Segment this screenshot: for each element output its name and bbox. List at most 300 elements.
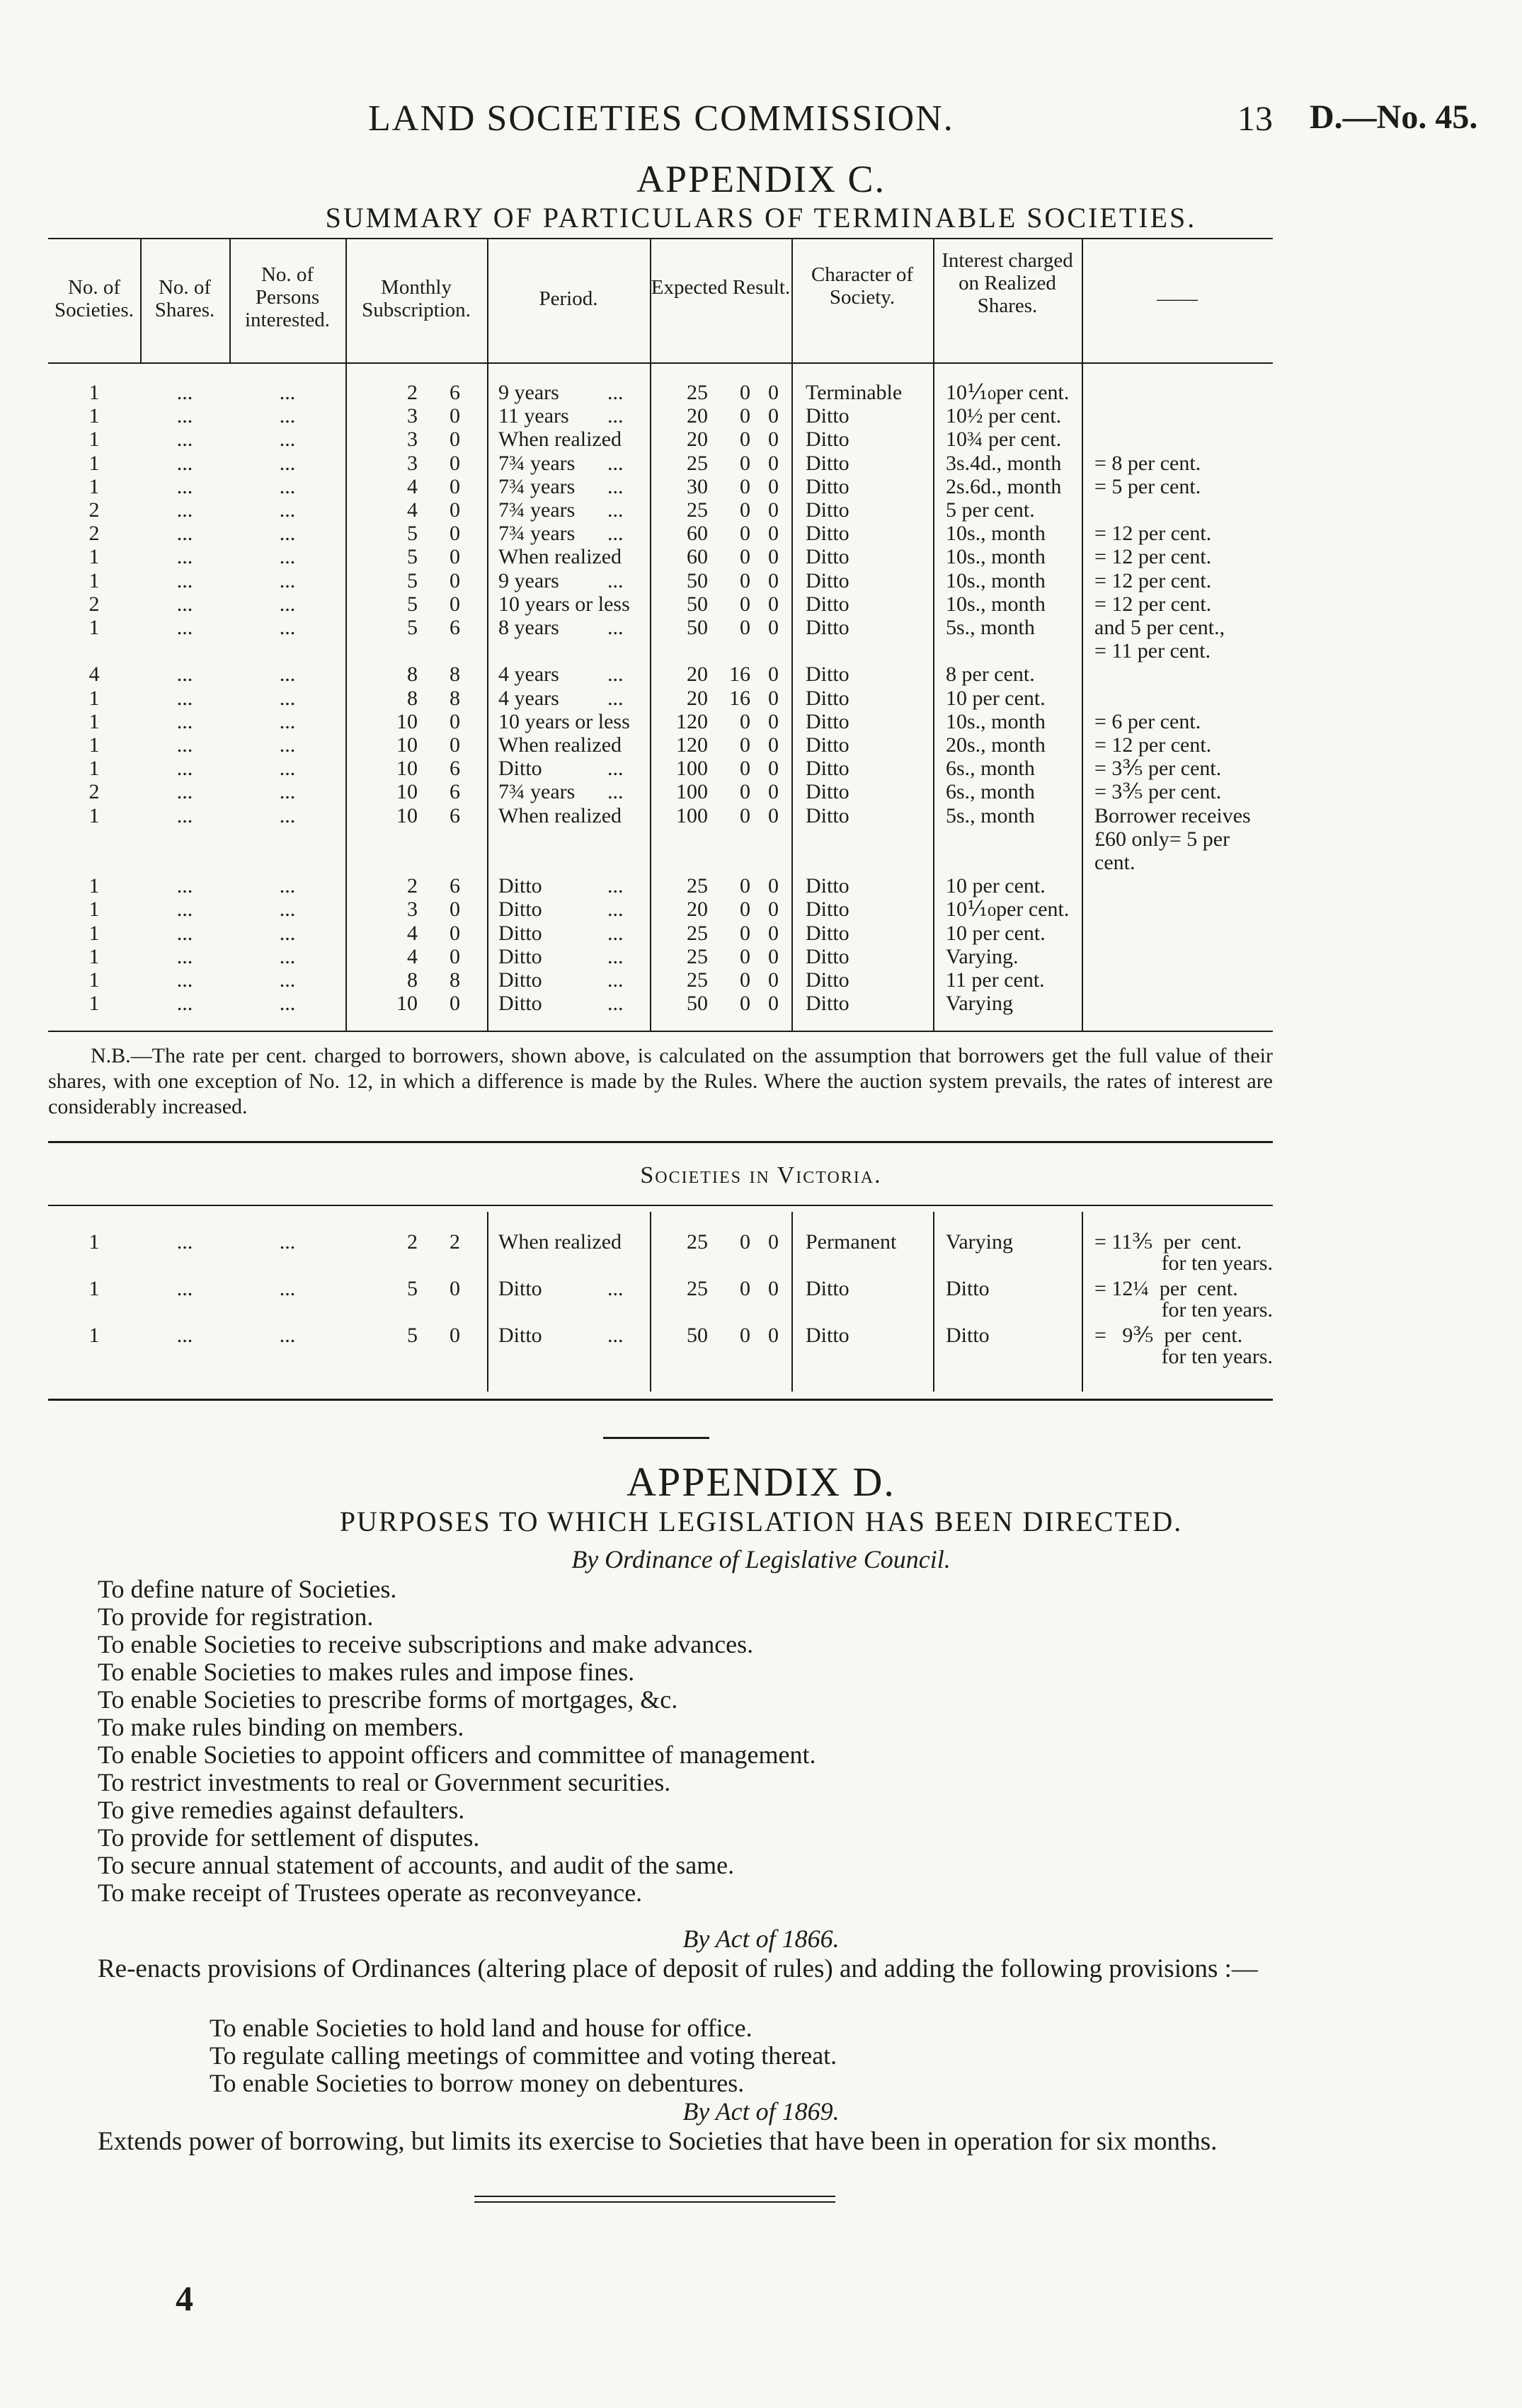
column-header: No. of Societies. <box>55 276 134 321</box>
societies-count: 4 <box>88 663 100 686</box>
character-value: Ditto <box>806 663 849 686</box>
subscription-pence: 0 <box>450 545 460 568</box>
list-item: To provide for settlement of disputes. <box>98 1823 480 1852</box>
persons-value: ... <box>279 733 296 757</box>
shares-value: ... <box>176 569 193 592</box>
interest-value: 2s.6d., month <box>946 475 1062 498</box>
period-value: Ditto <box>498 1324 542 1347</box>
appendix-c-title: APPENDIX C. <box>636 158 886 200</box>
result-shillings: 0 <box>740 733 750 757</box>
result-shillings: 0 <box>740 545 750 568</box>
subscription-pence: 0 <box>450 922 460 945</box>
result-pounds: 25 <box>687 452 708 475</box>
period-dots: ... <box>607 404 624 428</box>
result-pounds: 25 <box>687 874 708 898</box>
col-divider <box>791 1212 793 1392</box>
subscription-pence: 0 <box>450 992 460 1015</box>
victoria-bottom-rule <box>48 1399 1273 1401</box>
character-value: Ditto <box>806 945 849 968</box>
result-pence: 0 <box>768 992 779 1015</box>
shares-value: ... <box>176 687 193 710</box>
societies-count: 2 <box>88 592 100 616</box>
subscription-shillings: 5 <box>407 1324 418 1347</box>
interest-value: 8 per cent. <box>946 663 1035 686</box>
interest-value: 11 per cent. <box>946 968 1045 992</box>
result-pence: 0 <box>768 733 779 757</box>
shares-value: ... <box>176 945 193 968</box>
remark-value-continued: for ten years. <box>1161 1298 1273 1321</box>
remark-value-continued: for ten years. <box>1161 1345 1273 1368</box>
period-dots: ... <box>607 780 624 803</box>
result-pence: 0 <box>768 1230 779 1254</box>
col-divider <box>791 239 793 1031</box>
result-shillings: 0 <box>740 428 750 451</box>
societies-count: 1 <box>88 1277 100 1300</box>
subscription-pence: 6 <box>450 874 460 898</box>
shares-value: ... <box>176 428 193 451</box>
period-dots: ... <box>607 616 624 639</box>
result-shillings: 0 <box>740 992 750 1015</box>
period-value: 10 years or less <box>498 592 630 616</box>
period-value: 8 years <box>498 616 559 639</box>
persons-value: ... <box>279 780 296 803</box>
societies-count: 1 <box>88 922 100 945</box>
subscription-shillings: 5 <box>407 616 418 639</box>
list-item: To provide for registration. <box>98 1603 374 1631</box>
remark-value: = 9⅗ per cent. <box>1094 1324 1243 1347</box>
period-value: 7¾ years <box>498 498 576 522</box>
societies-count: 1 <box>88 945 100 968</box>
persons-value: ... <box>279 498 296 522</box>
result-shillings: 0 <box>740 616 750 639</box>
act-1866-heading: By Act of 1866. <box>682 1925 840 1953</box>
period-dots: ... <box>607 452 624 475</box>
character-value: Ditto <box>806 522 849 545</box>
subscription-shillings: 5 <box>407 1277 418 1300</box>
period-value: When realized <box>498 804 622 827</box>
subscription-shillings: 3 <box>407 428 418 451</box>
persons-value: ... <box>279 898 296 921</box>
interest-value: 10s., month <box>946 545 1046 568</box>
societies-count: 2 <box>88 780 100 803</box>
character-value: Ditto <box>806 475 849 498</box>
subscription-shillings: 8 <box>407 968 418 992</box>
subscription-pence: 8 <box>450 687 460 710</box>
result-pence: 0 <box>768 804 779 827</box>
list-item: To enable Societies to makes rules and impose fines. <box>98 1658 635 1686</box>
subscription-shillings: 4 <box>407 922 418 945</box>
persons-value: ... <box>279 922 296 945</box>
shares-value: ... <box>176 663 193 686</box>
interest-value: 10s., month <box>946 522 1046 545</box>
period-value: 7¾ years <box>498 475 576 498</box>
subscription-pence: 8 <box>450 968 460 992</box>
subscription-pence: 0 <box>450 733 460 757</box>
result-shillings: 0 <box>740 780 750 803</box>
shares-value: ... <box>176 922 193 945</box>
result-pounds: 20 <box>687 663 708 686</box>
result-pounds: 120 <box>676 710 708 733</box>
period-dots: ... <box>607 898 624 921</box>
persons-value: ... <box>279 569 296 592</box>
result-pence: 0 <box>768 616 779 639</box>
persons-value: ... <box>279 592 296 616</box>
period-value: When realized <box>498 1230 622 1254</box>
result-shillings: 0 <box>740 968 750 992</box>
subscription-shillings: 2 <box>407 381 418 404</box>
persons-value: ... <box>279 968 296 992</box>
remark-value: = 3⅗ per cent. <box>1094 757 1222 780</box>
period-dots: ... <box>607 1324 624 1347</box>
character-value: Ditto <box>806 710 849 733</box>
character-value: Ditto <box>806 616 849 639</box>
subscription-shillings: 8 <box>407 663 418 686</box>
interest-value: 6s., month <box>946 757 1035 780</box>
column-header: Period. <box>539 287 598 310</box>
subscription-shillings: 5 <box>407 592 418 616</box>
subscription-pence: 6 <box>450 780 460 803</box>
societies-count: 1 <box>88 616 100 639</box>
character-value: Ditto <box>806 780 849 803</box>
period-dots: ... <box>607 522 624 545</box>
result-pence: 0 <box>768 404 779 428</box>
shares-value: ... <box>176 710 193 733</box>
subscription-shillings: 5 <box>407 545 418 568</box>
period-dots: ... <box>607 874 624 898</box>
result-pence: 0 <box>768 1324 779 1347</box>
subscription-shillings: 10 <box>396 804 418 827</box>
shares-value: ... <box>176 898 193 921</box>
interest-value: 6s., month <box>946 780 1035 803</box>
period-dots: ... <box>607 922 624 945</box>
list-item: To regulate calling meetings of committee and voting thereat. <box>210 2041 837 2070</box>
footer-mark: 4 <box>176 2278 193 2318</box>
persons-value: ... <box>279 404 296 428</box>
remark-value: = 6 per cent. <box>1094 710 1201 733</box>
result-shillings: 0 <box>740 1277 750 1300</box>
shares-value: ... <box>176 475 193 498</box>
result-pounds: 120 <box>676 733 708 757</box>
table-top-rule <box>48 238 1273 239</box>
subscription-pence: 6 <box>450 616 460 639</box>
period-dots: ... <box>607 475 624 498</box>
shares-value: ... <box>176 498 193 522</box>
result-pence: 0 <box>768 569 779 592</box>
shares-value: ... <box>176 452 193 475</box>
shares-value: ... <box>176 874 193 898</box>
character-value: Ditto <box>806 545 849 568</box>
societies-count: 2 <box>88 522 100 545</box>
result-pence: 0 <box>768 922 779 945</box>
persons-value: ... <box>279 452 296 475</box>
persons-value: ... <box>279 663 296 686</box>
interest-value: Varying <box>946 992 1013 1015</box>
shares-value: ... <box>176 733 193 757</box>
interest-value: 10¾ per cent. <box>946 428 1062 451</box>
interest-value: 3s.4d., month <box>946 452 1062 475</box>
result-pence: 0 <box>768 710 779 733</box>
societies-count: 1 <box>88 1324 100 1347</box>
remark-value: = 12 per cent. <box>1094 733 1212 757</box>
persons-value: ... <box>279 522 296 545</box>
result-pence: 0 <box>768 1277 779 1300</box>
interest-value: Varying. <box>946 945 1019 968</box>
subscription-pence: 6 <box>450 757 460 780</box>
interest-value: 10s., month <box>946 710 1046 733</box>
result-shillings: 0 <box>740 498 750 522</box>
result-pence: 0 <box>768 874 779 898</box>
persons-value: ... <box>279 381 296 404</box>
period-value: Ditto <box>498 922 542 945</box>
societies-count: 1 <box>88 733 100 757</box>
shares-value: ... <box>176 592 193 616</box>
period-value: 11 years <box>498 404 569 428</box>
column-header: —— <box>1157 287 1198 310</box>
result-pounds: 25 <box>687 945 708 968</box>
appendix-d-title: APPENDIX D. <box>626 1459 896 1505</box>
character-value: Ditto <box>806 428 849 451</box>
list-item: To make rules binding on members. <box>98 1713 464 1741</box>
result-pounds: 50 <box>687 992 708 1015</box>
list-item: To restrict investments to real or Government securities. <box>98 1768 671 1796</box>
subscription-shillings: 8 <box>407 687 418 710</box>
shares-value: ... <box>176 1277 193 1300</box>
act-1866-text: Re-enacts provisions of Ordinances (altering place of deposit of rules) and adding the following provisions :— <box>98 1954 1258 1983</box>
result-pence: 0 <box>768 968 779 992</box>
ordinance-heading: By Ordinance of Legislative Council. <box>571 1545 951 1573</box>
result-shillings: 0 <box>740 804 750 827</box>
shares-value: ... <box>176 545 193 568</box>
result-shillings: 0 <box>740 452 750 475</box>
result-pounds: 30 <box>687 475 708 498</box>
subscription-shillings: 10 <box>396 780 418 803</box>
interest-value: Ditto <box>946 1277 990 1300</box>
result-pounds: 25 <box>687 1230 708 1254</box>
result-shillings: 0 <box>740 381 750 404</box>
appendix-d-subtitle: PURPOSES TO WHICH LEGISLATION HAS BEEN DIRECTED. <box>339 1506 1183 1537</box>
list-item: To enable Societies to hold land and house for office. <box>210 2014 753 2042</box>
result-pounds: 100 <box>676 804 708 827</box>
remark-value: = 11⅗ per cent. <box>1094 1230 1242 1254</box>
shares-value: ... <box>176 968 193 992</box>
closing-rule <box>474 2196 835 2197</box>
subscription-pence: 0 <box>450 404 460 428</box>
period-dots: ... <box>607 968 624 992</box>
result-shillings: 0 <box>740 1324 750 1347</box>
col-divider <box>933 1212 934 1392</box>
result-shillings: 16 <box>729 663 750 686</box>
period-value: 9 years <box>498 381 559 404</box>
subscription-shillings: 3 <box>407 404 418 428</box>
remark-value: = 12 per cent. <box>1094 592 1212 616</box>
col-divider <box>487 1212 488 1392</box>
result-pence: 0 <box>768 687 779 710</box>
result-pence: 0 <box>768 381 779 404</box>
subscription-shillings: 5 <box>407 569 418 592</box>
result-pounds: 25 <box>687 381 708 404</box>
result-shillings: 0 <box>740 475 750 498</box>
interest-value: 5s., month <box>946 616 1035 639</box>
result-pounds: 50 <box>687 569 708 592</box>
result-shillings: 0 <box>740 945 750 968</box>
remark-value-continued: for ten years. <box>1161 1251 1273 1275</box>
subscription-pence: 0 <box>450 1324 460 1347</box>
societies-count: 1 <box>88 381 100 404</box>
subscription-pence: 0 <box>450 475 460 498</box>
persons-value: ... <box>279 475 296 498</box>
persons-value: ... <box>279 757 296 780</box>
result-shillings: 0 <box>740 569 750 592</box>
column-header: No. of Persons interested. <box>245 263 330 331</box>
table-bottom-rule <box>48 1031 1273 1032</box>
col-divider <box>1082 239 1083 1031</box>
victoria-heading: Societies in Victoria. <box>640 1162 882 1188</box>
subscription-shillings: 4 <box>407 498 418 522</box>
subscription-pence: 0 <box>450 452 460 475</box>
character-value: Ditto <box>806 898 849 921</box>
remark-value: and 5 per cent., <box>1094 616 1225 639</box>
shares-value: ... <box>176 1324 193 1347</box>
character-value: Ditto <box>806 592 849 616</box>
result-pounds: 60 <box>687 545 708 568</box>
interest-value: 10⅒per cent. <box>946 898 1070 921</box>
col-divider <box>650 239 651 1031</box>
period-dots: ... <box>607 687 624 710</box>
page-number: 13 <box>1237 98 1273 138</box>
period-dots: ... <box>607 663 624 686</box>
result-pence: 0 <box>768 757 779 780</box>
list-item: To secure annual statement of accounts, and audit of the same. <box>98 1851 735 1879</box>
section-separator <box>603 1437 709 1439</box>
victoria-rule <box>48 1205 1273 1206</box>
result-pence: 0 <box>768 475 779 498</box>
societies-count: 1 <box>88 804 100 827</box>
character-value: Ditto <box>806 992 849 1015</box>
result-pounds: 20 <box>687 687 708 710</box>
subscription-shillings: 3 <box>407 452 418 475</box>
result-pence: 0 <box>768 498 779 522</box>
character-value: Ditto <box>806 687 849 710</box>
societies-count: 1 <box>88 968 100 992</box>
interest-value: 10½ per cent. <box>946 404 1062 428</box>
subscription-pence: 0 <box>450 428 460 451</box>
remark-value: = 12 per cent. <box>1094 545 1212 568</box>
remark-value: = 3⅗ per cent. <box>1094 780 1222 803</box>
societies-count: 1 <box>88 545 100 568</box>
period-value: 9 years <box>498 569 559 592</box>
table-note: N.B.—The rate per cent. charged to borrowers, shown above, is calculated on the assumption that borrowers get the full value of their shares, with one exception of No. 12, in which a difference is made by the Rules. Where the auction system prevails, the rates of interest are considerably increased. <box>48 1044 1273 1118</box>
character-value: Ditto <box>806 498 849 522</box>
result-pence: 0 <box>768 428 779 451</box>
persons-value: ... <box>279 710 296 733</box>
result-pounds: 25 <box>687 968 708 992</box>
subscription-pence: 0 <box>450 592 460 616</box>
character-value: Ditto <box>806 733 849 757</box>
period-value: Ditto <box>498 1277 542 1300</box>
result-pence: 0 <box>768 945 779 968</box>
persons-value: ... <box>279 616 296 639</box>
closing-rule <box>474 2201 835 2203</box>
result-shillings: 0 <box>740 898 750 921</box>
list-item: To give remedies against defaulters. <box>98 1796 465 1824</box>
character-value: Ditto <box>806 404 849 428</box>
subscription-shillings: 3 <box>407 898 418 921</box>
list-item: To define nature of Societies. <box>98 1575 397 1603</box>
subscription-pence: 8 <box>450 663 460 686</box>
period-dots: ... <box>607 992 624 1015</box>
subscription-shillings: 10 <box>396 733 418 757</box>
result-pounds: 100 <box>676 780 708 803</box>
result-pounds: 20 <box>687 428 708 451</box>
interest-value: Ditto <box>946 1324 990 1347</box>
result-shillings: 0 <box>740 757 750 780</box>
remark-value: = 12 per cent. <box>1094 522 1212 545</box>
subscription-pence: 0 <box>450 945 460 968</box>
column-header: Monthly Subscription. <box>362 276 471 321</box>
shares-value: ... <box>176 992 193 1015</box>
persons-value: ... <box>279 687 296 710</box>
result-pounds: 25 <box>687 1277 708 1300</box>
persons-value: ... <box>279 874 296 898</box>
subscription-shillings: 10 <box>396 757 418 780</box>
shares-value: ... <box>176 757 193 780</box>
result-shillings: 0 <box>740 710 750 733</box>
period-value: 7¾ years <box>498 452 576 475</box>
period-value: Ditto <box>498 968 542 992</box>
remark-value: £60 only= 5 per <box>1094 827 1230 851</box>
character-value: Ditto <box>806 1324 849 1347</box>
shares-value: ... <box>176 1230 193 1254</box>
character-value: Permanent <box>806 1230 897 1254</box>
list-item: To enable Societies to receive subscriptions and make advances. <box>98 1630 754 1658</box>
character-value: Ditto <box>806 922 849 945</box>
character-value: Ditto <box>806 452 849 475</box>
shares-value: ... <box>176 381 193 404</box>
period-value: Ditto <box>498 945 542 968</box>
subscription-pence: 6 <box>450 381 460 404</box>
period-value: When realized <box>498 733 622 757</box>
result-shillings: 0 <box>740 1230 750 1254</box>
result-pence: 0 <box>768 545 779 568</box>
period-value: Ditto <box>498 874 542 898</box>
subscription-shillings: 5 <box>407 522 418 545</box>
persons-value: ... <box>279 1277 296 1300</box>
period-dots: ... <box>607 757 624 780</box>
societies-count: 1 <box>88 898 100 921</box>
result-pounds: 20 <box>687 898 708 921</box>
result-pence: 0 <box>768 522 779 545</box>
period-value: 4 years <box>498 663 559 686</box>
column-header: Character of Society. <box>811 263 914 309</box>
list-item: To enable Societies to appoint officers and committee of management. <box>98 1741 816 1769</box>
subscription-shillings: 2 <box>407 874 418 898</box>
result-pounds: 50 <box>687 1324 708 1347</box>
societies-count: 1 <box>88 1230 100 1254</box>
subscription-pence: 0 <box>450 898 460 921</box>
period-value: When realized <box>498 428 622 451</box>
period-dots: ... <box>607 381 624 404</box>
period-value: Ditto <box>498 757 542 780</box>
result-shillings: 0 <box>740 404 750 428</box>
appendix-c-subtitle: SUMMARY OF PARTICULARS OF TERMINABLE SOCIETIES. <box>325 202 1197 234</box>
interest-value: 5 per cent. <box>946 498 1035 522</box>
interest-value: 10 per cent. <box>946 687 1046 710</box>
interest-value: 5s., month <box>946 804 1035 827</box>
list-item: To enable Societies to prescribe forms of mortgages, &c. <box>98 1685 678 1714</box>
persons-value: ... <box>279 1230 296 1254</box>
period-value: Ditto <box>498 898 542 921</box>
subscription-shillings: 10 <box>396 992 418 1015</box>
